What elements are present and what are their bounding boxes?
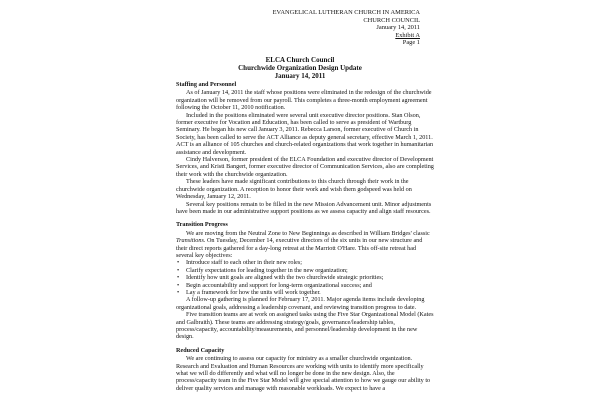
header-org: EVANGELICAL LUTHERAN CHURCH IN AMERICA [272,9,420,16]
staffing-paragraph-5: Several key positions remain to be filled in the new Mission Advancement unit. Minor adjustments have been made in our administrative support positions as we assess capacity and align staff resources. [176,200,432,215]
objectives-list [176,259,434,296]
transition-book-title: Transitions [176,237,204,245]
staffing-paragraph-4: These leaders have made significant contributions to this church through their work in the churchwide organization. A reception to honor their work and wish them godspeed was held on Wednesday, January 12, 2011. [176,178,412,201]
list-item: • Lay a framework for how the units will work together. [176,289,434,296]
title-line-3: January 14, 2011 [274,72,326,81]
document-header [273,9,420,47]
transition-paragraph-1 [176,230,434,260]
transition-p1-start: We are moving from the Neutral Zone to New Beginnings as described in William Bridges' classic [186,229,430,237]
list-item: • Identify how unit goals are aligned with the two churchwide strategic priorities; [176,274,434,281]
document-body [176,81,434,392]
list-item: • Clarify expectations for leading together in the new organization; [176,267,434,274]
header-exhibit: Exhibit A [395,31,420,39]
list-item: • Begin accountability and support for long-term organizational success; and [176,282,434,289]
heading-staffing: Staffing and Personnel [176,81,237,88]
header-page-number: Page 1 [402,39,420,47]
list-item: • Introduce staff to each other in their new roles; [176,259,434,266]
document-title [176,56,424,81]
transition-p1-end: . On Tuesday, December 14, executive directors of the six units in our new structure and their direct reports gathered for a day-long retreat at the Marriott O'Hare. This off-site retreat had several key objectives: [176,237,423,259]
heading-transition: Transition Progress [176,221,228,229]
staffing-paragraph-3: Cindy Halverson, former president of the ELCA Foundation and executive director of Development Services, and Kristi Bangert, former executive director of Communication Services, also are completing their work with the churchwide organization. [176,156,434,178]
title-line-2: Churchwide Organization Design Update [238,64,362,73]
title-line-1: ELCA Church Council [265,56,335,64]
staffing-paragraph-1: As of January 14, 2011 the staff whose positions were eliminated in the redesign of the churchwide organization will be removed from our payroll. This completes a three-month employment agreement following the October 11, 2010 notification. [176,89,432,112]
transition-paragraph-3: Five transition teams are at work on assigned tasks using the Five Star Organizational Model (Kates and Galbraith). These teams are addressing strategy/goals, governance/leadership tables, process/capacity, accountability/measurements, and personnel/leadership development in the new design. [176,311,434,341]
header-council: CHURCH COUNCIL [363,16,420,24]
header-date: January 14, 2011 [376,24,420,32]
staffing-paragraph-2: Included in the positions eliminated were several unit executive director positions. Stan Olson, former executive for Vocation and Education, has been called to serve as president of Wartburg Seminary. He began his new call January 3, 2011. Rebecca Larson, former executive of Church in Society, has been called to serve the ACT Alliance as deputy general secretary, effective March 1, 2011. ACT is an alliance of 105 churches and church-related organizations that work together in humanitarian assistance and development. [176,111,434,156]
heading-capacity: Reduced Capacity [176,346,225,354]
transition-paragraph-2: A follow-up gathering is planned for February 17, 2011. Major agenda items include developing organizational goals, addressing a leadership covenant, and reviewing transition progress to date. [176,296,425,311]
capacity-paragraph-1: We are continuing to assess our capacity for ministry as a smaller churchwide organization. Research and Evaluation and Human Resources are working with units to identify more specifically what we will do differently and what will no longer be done in the new design. Also, the process/capacity team in the Five Star Model will give special attention to how we gauge our ability to deliver quality services and manage with reasonable workloads. We expect to have a [176,355,431,392]
